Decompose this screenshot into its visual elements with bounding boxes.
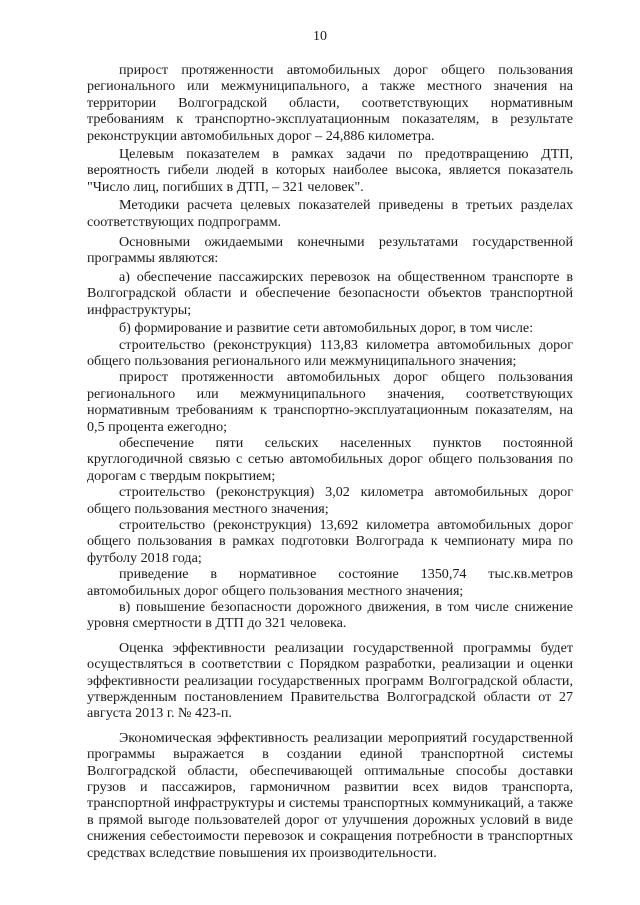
paragraph-road-growth: прирост протяженности автомобильных дорог общего пользования регионального или межмуниципального, а также местного значения на территории Волгоградской области, соответствующих нормативным требованиям к транспортно-эксплуатационным показателям, в результате реконструкции автомобильных дорог – 24,886 километра. [87,62,573,144]
list-item-b-normative-state: приведение в нормативное состояние 1350,74 тыс.кв.метров автомобильных дорог общего пользования местного значения; [87,566,573,599]
paragraph-target-indicator: Целевым показателем в рамках задачи по предотвращению ДТП, вероятность гибели людей в которых наиболее высока, является показатель "Число лиц, погибших в ДТП, – 321 человек". [87,146,573,195]
document-body [87,62,573,861]
list-item-b-construction: строительство (реконструкция) 113,83 километра автомобильных дорог общего пользования регионального или межмуниципального значения; [87,336,573,369]
list-item-b-world-cup: строительство (реконструкция) 13,692 километра автомобильных дорог общего пользования в рамках подготовки Волгограда к чемпионату мира по футболу 2018 года; [87,516,573,566]
paragraph-methods: Методики расчета целевых показателей приведены в третьих разделах соответствующих подпрограмм. [87,197,573,230]
list-item-b: б) формирование и развитие сети автомобильных дорог, в том числе: [119,320,534,337]
paragraph-expected-results: Основными ожидаемыми конечными результатами государственной программы являются: [87,234,573,267]
list-item-b-rural-links: обеспечение пяти сельских населенных пунктов постоянной круглогодичной связью с сетью автомобильных дорог общего пользования по дорогам с твердым покрытием; [87,434,573,484]
list-item-b-local-roads: строительство (реконструкция) 3,02 километра автомобильных дорог общего пользования местного значения; [87,484,573,517]
list-item-a: а) обеспечение пассажирских перевозок на общественном транспорте в Волгоградской области и обеспечение безопасности объектов транспортной инфраструктуры; [87,268,573,318]
list-item-c: в) повышение безопасности дорожного движения, в том числе снижение уровня смертности в ДТП до 321 человека. [87,599,573,632]
paragraph-economic-efficiency: Экономическая эффективность реализации мероприятий государственной программы выражается в создании единой транспортной системы Волгоградской области, обеспечивающей оптимальные способы доставки грузов и пассажиров, гармоничном развитии всех видов транспорта, транспортной инфраструктуры и системы транспортных коммуникаций, а также в прямой выгоде пользователей дорог от улучшения дорожных условий в виде снижения себестоимости перевозок и сокращения потребности в транспортных средствах вследствие повышения их производительности. [87,729,573,861]
paragraph-efficiency-assessment: Оценка эффективности реализации государственной программы будет осуществляться в соответствии с Порядком разработки, реализации и оценки эффективности реализации государственных программ Волгоградской области, утвержденным постановлением Правительства Волгоградской области от 27 августа 2013 г. № 423-п. [87,639,573,722]
page-number: 10 [313,29,327,44]
list-item-b-growth: прирост протяженности автомобильных дорог общего пользования регионального или межмуниципального значения, соответствующих нормативным требованиям к транспортно-эксплуатационным показателям, на 0,5 процента ежегодно; [87,369,573,435]
